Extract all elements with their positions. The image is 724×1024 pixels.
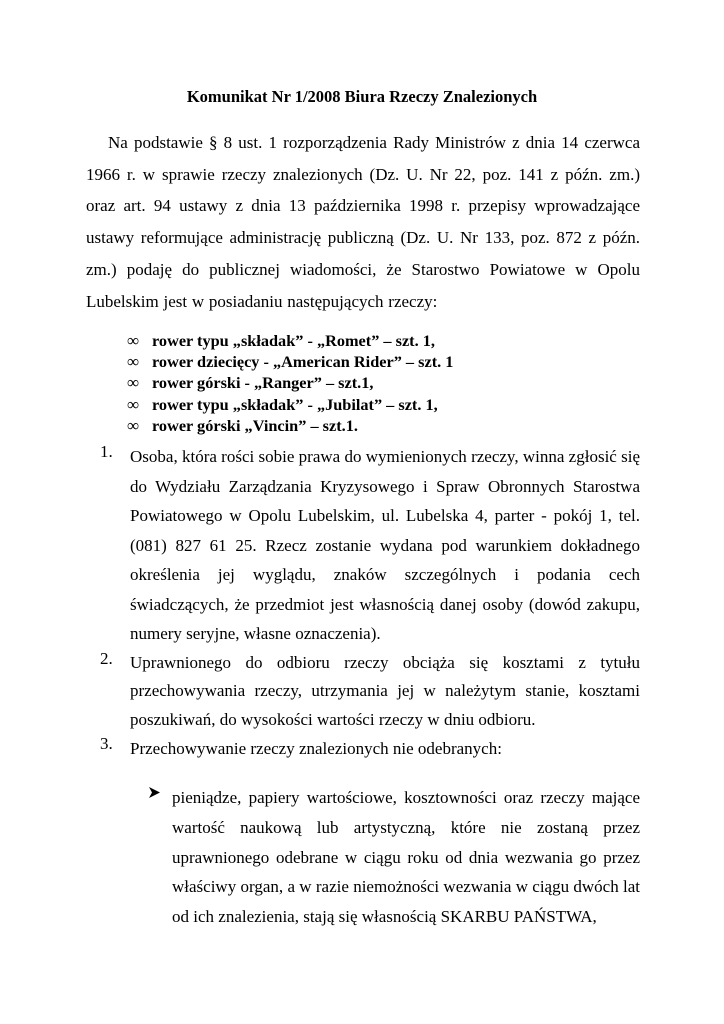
instruction-text: Przechowywanie rzeczy znalezionych nie odebranych: — [130, 739, 502, 758]
storage-rules-list — [148, 783, 640, 932]
list-item — [127, 351, 647, 372]
intro-paragraph: Na podstawie § 8 ust. 1 rozporządzenia Rady Ministrów z dnia 14 czerwca 1966 r. w sprawie rzeczy znalezionych (Dz. U. Nr 22, poz. 141 z późn. zm.) oraz art. 94 ustawy z dnia 13 października 1998 r. przepisy wprowadzające ustawy reformujące administrację publiczną (Dz. U. Nr 133, poz. 872 z późn. zm.) podaję do publicznej wiadomości, że Starostwo Powiatowe w Opolu Lubelskim jest w posiadaniu następujących rzeczy: — [86, 133, 640, 311]
item-number: 3. — [100, 734, 113, 753]
instruction-item — [100, 734, 640, 764]
item-number: 1. — [100, 442, 113, 461]
list-item — [127, 415, 647, 436]
list-item — [127, 394, 647, 415]
item-number: 2. — [100, 648, 113, 668]
list-item — [148, 783, 640, 932]
list-item — [127, 330, 647, 351]
item-text: rower górski „Vincin” – szt.1. — [152, 415, 358, 435]
item-text: rower typu „składak” - „Romet” – szt. 1, — [152, 331, 435, 350]
found-items-list — [127, 330, 647, 436]
instruction-text: Uprawnionego do odbioru rzeczy obciąża się kosztami z tytułu przechowywania rzeczy, utrzymania jej w należytym stanie, kosztami poszukiwań, do wysokości wartości rzeczy w dniu odbioru. — [130, 652, 640, 729]
instruction-item — [100, 442, 640, 649]
infinity-bullet-icon: ∞ — [127, 394, 140, 414]
infinity-bullet-icon: ∞ — [127, 352, 140, 372]
document-title: Komunikat Nr 1/2008 Biura Rzeczy Znalezionych — [186, 87, 538, 106]
arrow-bullet-icon — [148, 786, 161, 799]
item-text: rower górski - „Ranger” – szt.1, — [152, 373, 374, 393]
item-text: rower dziecięcy - „American Rider” – szt. 1 — [152, 352, 454, 372]
instruction-text: Osoba, która rości sobie prawa do wymienionych rzeczy, winna zgłosić się do Wydziału Zarządzania Kryzysowego i Spraw Obronnych Starostwa Powiatowego w Opolu Lubelskim, ul. Lubelska 4, parter - pokój 1, tel. (081) 827 61 25. Rzecz zostanie wydana pod warunkiem dokładnego określenia jej wyglądu, znaków szczególnych i podania cech świadczących, że przedmiot jest własnością danej osoby (dowód zakupu, numery seryjne, własne oznaczenia). — [130, 447, 640, 643]
infinity-bullet-icon: ∞ — [127, 331, 140, 350]
numbered-instructions — [100, 442, 640, 764]
list-item — [127, 372, 647, 393]
infinity-bullet-icon: ∞ — [127, 373, 140, 393]
instruction-item — [100, 649, 640, 735]
item-text: rower typu „składak” - „Jubilat” – szt. 1, — [152, 394, 438, 414]
rule-text: pieniądze, papiery wartościowe, kosztowności oraz rzeczy mające wartość naukową lub artystyczną, które nie zostaną przez uprawnionego odebrane w ciągu roku od dnia wezwania go przez właściwy organ, a w razie niemożności wezwania w ciągu dwóch lat od ich znalezienia, stają się własnością SKARBU PAŃSTWA, — [172, 788, 640, 927]
infinity-bullet-icon: ∞ — [127, 415, 140, 435]
